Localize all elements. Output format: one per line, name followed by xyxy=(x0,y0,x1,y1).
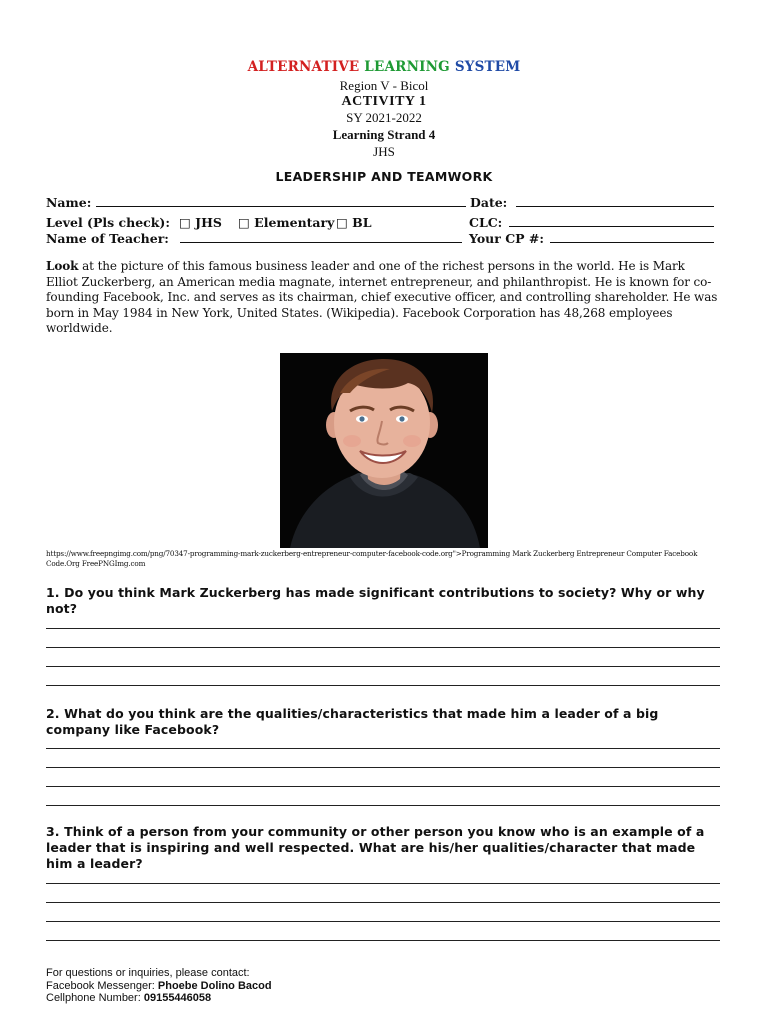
messenger-line xyxy=(46,980,272,993)
question-3: 3. Think of a person from your community or other person you know who is an example of a leader that is inspiring and well respected. What are his/her qualities/character that made him a leader? xyxy=(46,824,705,871)
clc-field[interactable] xyxy=(509,215,714,227)
answer-line[interactable] xyxy=(46,883,720,884)
answer-line[interactable] xyxy=(46,628,720,629)
answer-line[interactable] xyxy=(46,805,720,806)
cellphone-label: Cellphone Number: xyxy=(46,992,144,1004)
intro-paragraph xyxy=(46,259,718,337)
level-label: Level (Pls check): xyxy=(46,215,170,230)
answer-line[interactable] xyxy=(46,748,720,749)
program-title xyxy=(0,59,768,75)
cp-label: Your CP #: xyxy=(469,231,544,246)
date-field[interactable] xyxy=(516,195,714,207)
school-year: SY 2021-2022 xyxy=(346,110,422,125)
portrait-illustration xyxy=(280,353,488,548)
cellphone-number: 09155446058 xyxy=(143,992,212,1004)
messenger-label: Facebook Messenger: xyxy=(46,979,158,992)
region: Region V - Bicol xyxy=(339,78,429,93)
clc-label: CLC: xyxy=(469,215,503,230)
answer-line[interactable] xyxy=(46,902,720,903)
answer-line[interactable] xyxy=(46,647,720,648)
cp-field[interactable] xyxy=(550,231,714,243)
intro-lead-word: Look xyxy=(46,259,79,273)
answer-line[interactable] xyxy=(46,767,720,768)
name-field[interactable] xyxy=(96,195,466,207)
program-title-word-2: LEARNING xyxy=(364,59,450,75)
cellphone-line xyxy=(46,992,272,1005)
program-title-word-3: SYSTEM xyxy=(454,59,521,75)
learning-strand: Learning Strand 4 xyxy=(332,127,436,142)
question-2: 2. What do you think are the qualities/characteristics that made him a leader of a big company like Facebook? xyxy=(46,706,659,737)
question-1: 1. Do you think Mark Zuckerberg has made significant contributions to society? Why or why not? xyxy=(46,585,705,616)
activity-number: ACTIVITY 1 xyxy=(341,94,427,109)
intro-text: at the picture of this famous business leader and one of the richest persons in the world. He is Mark Elliot Zuckerberg, an American media magnate, internet entrepreneur, and philanthropist. He is known for co-founding Facebook, Inc. and serves as its chairman, chief executive officer, and controlling shareholder. He was born in May 1984 in New York, United States. (Wikipedia). Facebook Corporation has 48,268 employees worldwide. xyxy=(46,259,718,335)
page-title: LEADERSHIP AND TEAMWORK xyxy=(275,169,493,184)
level-checkbox-elementary[interactable]: □ Elementary xyxy=(238,215,335,230)
photo-source-caption: https://www.freepngimg.com/png/70347-programming-mark-zuckerberg-entrepreneur-computer-facebook-code.org">Programming Mark Zuckerberg Entrepreneur Computer Facebook Code.Org FreePNGImg.com xyxy=(46,549,698,568)
program-title-word-1: ALTERNATIVE xyxy=(247,59,360,75)
leader-photo xyxy=(280,353,488,548)
answer-line[interactable] xyxy=(46,786,720,787)
contact-footer xyxy=(46,967,272,1005)
name-label: Name: xyxy=(46,195,92,210)
level-heading: JHS xyxy=(373,144,395,159)
answer-line[interactable] xyxy=(46,921,720,922)
answer-line[interactable] xyxy=(46,666,720,667)
answer-line[interactable] xyxy=(46,940,720,941)
contact-intro: For questions or inquiries, please contact: xyxy=(46,967,250,979)
level-checkbox-jhs[interactable]: □ JHS xyxy=(179,215,222,230)
answer-line[interactable] xyxy=(46,685,720,686)
teacher-field[interactable] xyxy=(180,231,462,243)
messenger-name: Phoebe Dolino Bacod xyxy=(157,979,272,992)
level-checkbox-bl[interactable]: □ BL xyxy=(336,215,372,230)
teacher-label: Name of Teacher: xyxy=(46,231,169,246)
date-label: Date: xyxy=(470,195,508,210)
